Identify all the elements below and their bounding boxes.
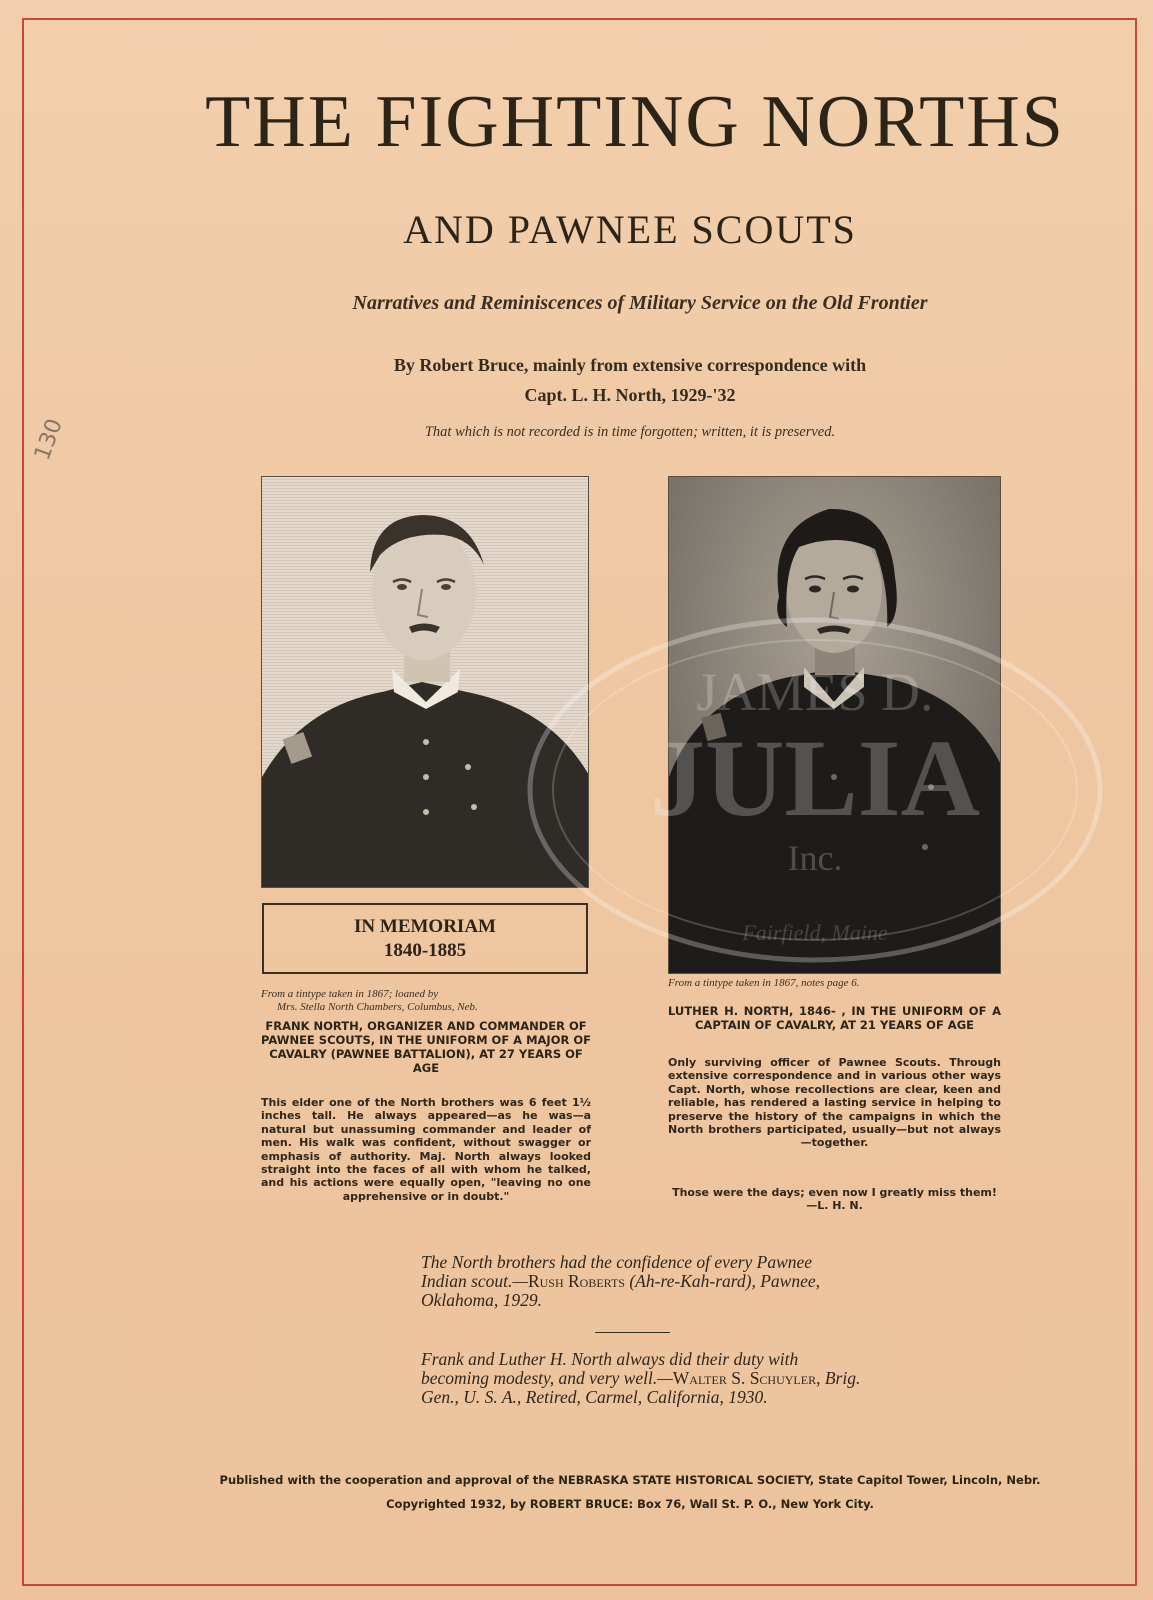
luther-north-description: Only surviving officer of Pawnee Scouts. Through extensive correspondence and in various other ways Capt. North, whose recollections are clear, keen and reliable, has rendered a lasting service in helping to preserve the history of the campaigns in which the North brothers participated, usually—but not always—together. (668, 1056, 1001, 1150)
walter-schuyler-name: Walter S. Schuyler (672, 1368, 817, 1388)
byline-line-2: Capt. L. H. North, 1929-'32 (524, 385, 736, 405)
in-memoriam-years: 1840-1885 (383, 940, 467, 961)
rush-roberts-name: Rush Roberts (527, 1271, 625, 1291)
byline (230, 350, 1030, 410)
luther-north-photograph (669, 477, 1001, 974)
rush-roberts-quote-text: The North brothers had the confidence of every Pawnee Indian scout.— (421, 1252, 813, 1291)
in-memoriam-box (262, 903, 588, 974)
walter-schuyler-quote (421, 1350, 861, 1407)
rush-roberts-quote (421, 1253, 861, 1310)
tagline: Narratives and Reminiscences of Military Service on the Old Frontier (352, 292, 928, 314)
luther-north-portrait (668, 476, 1001, 974)
frank-photo-credit (261, 988, 591, 1014)
luther-north-heading: LUTHER H. NORTH, 1846- , IN THE UNIFORM OF A CAPTAIN OF CAVALRY, AT 21 YEARS OF AGE (668, 1004, 1001, 1032)
page-title: THE FIGHTING NORTHS (205, 81, 1065, 163)
luther-north-signoff: Those were the days; even now I greatly miss them!—L. H. N. (672, 1186, 997, 1213)
frank-photo-credit-line-2: Mrs. Stella North Chambers, Columbus, Neb. (277, 1001, 478, 1013)
frank-north-engraving (262, 477, 589, 888)
watermark-line-3: Inc. (787, 838, 843, 878)
frank-north-description: This elder one of the North brothers was 6 feet 1½ inches tall. He always appeared—as he was—a natural but unassuming commander and leader of men. His walk was confident, without swagger or emphasis of authority. Maj. North always looked straight into the faces of all with whom he talked, and his actions were equally open, "leaving no one apprehensive or in doubt." (261, 1096, 591, 1203)
publisher-note: Published with the cooperation and approval of the NEBRASKA STATE HISTORICAL SOCIETY, State Capitol Tower, Lincoln, Nebr. (219, 1473, 1041, 1487)
handwritten-margin-note: 130 (30, 415, 68, 464)
watermark-line-2: JULIA (649, 717, 981, 839)
rush-roberts-attribution: (Ah-re-Kah-rard), Pawnee, Oklahoma, 1929. (421, 1271, 821, 1310)
motto: That which is not recorded is in time forgotten; written, it is preserved. (424, 424, 836, 440)
page-subtitle: AND PAWNEE SCOUTS (403, 207, 857, 252)
frank-north-portrait (261, 476, 589, 888)
byline-line-1: By Robert Bruce, mainly from extensive correspondence with (393, 355, 867, 375)
luther-photo-credit: From a tintype taken in 1867, notes page 6. (668, 977, 860, 989)
quote-divider (595, 1332, 670, 1333)
frank-photo-credit-line-1: From a tintype taken in 1867; loaned by (261, 988, 439, 1000)
walter-schuyler-quote-text: Frank and Luther H. North always did their duty with becoming modesty, and very well.— (421, 1349, 799, 1388)
walter-schuyler-attribution: , Brig. Gen., U. S. A., Retired, Carmel, California, 1930. (421, 1368, 861, 1407)
copyright-note: Copyrighted 1932, by ROBERT BRUCE: Box 76, Wall St. P. O., New York City. (386, 1497, 874, 1511)
frank-north-heading: FRANK NORTH, ORGANIZER AND COMMANDER OF PAWNEE SCOUTS, IN THE UNIFORM OF A MAJOR OF CAVALRY (PAWNEE BATTALION), AT 27 YEARS OF AGE (261, 1019, 591, 1075)
in-memoriam-title: IN MEMORIAM (354, 916, 496, 937)
watermark-line-1: JAMES D. (696, 662, 934, 722)
